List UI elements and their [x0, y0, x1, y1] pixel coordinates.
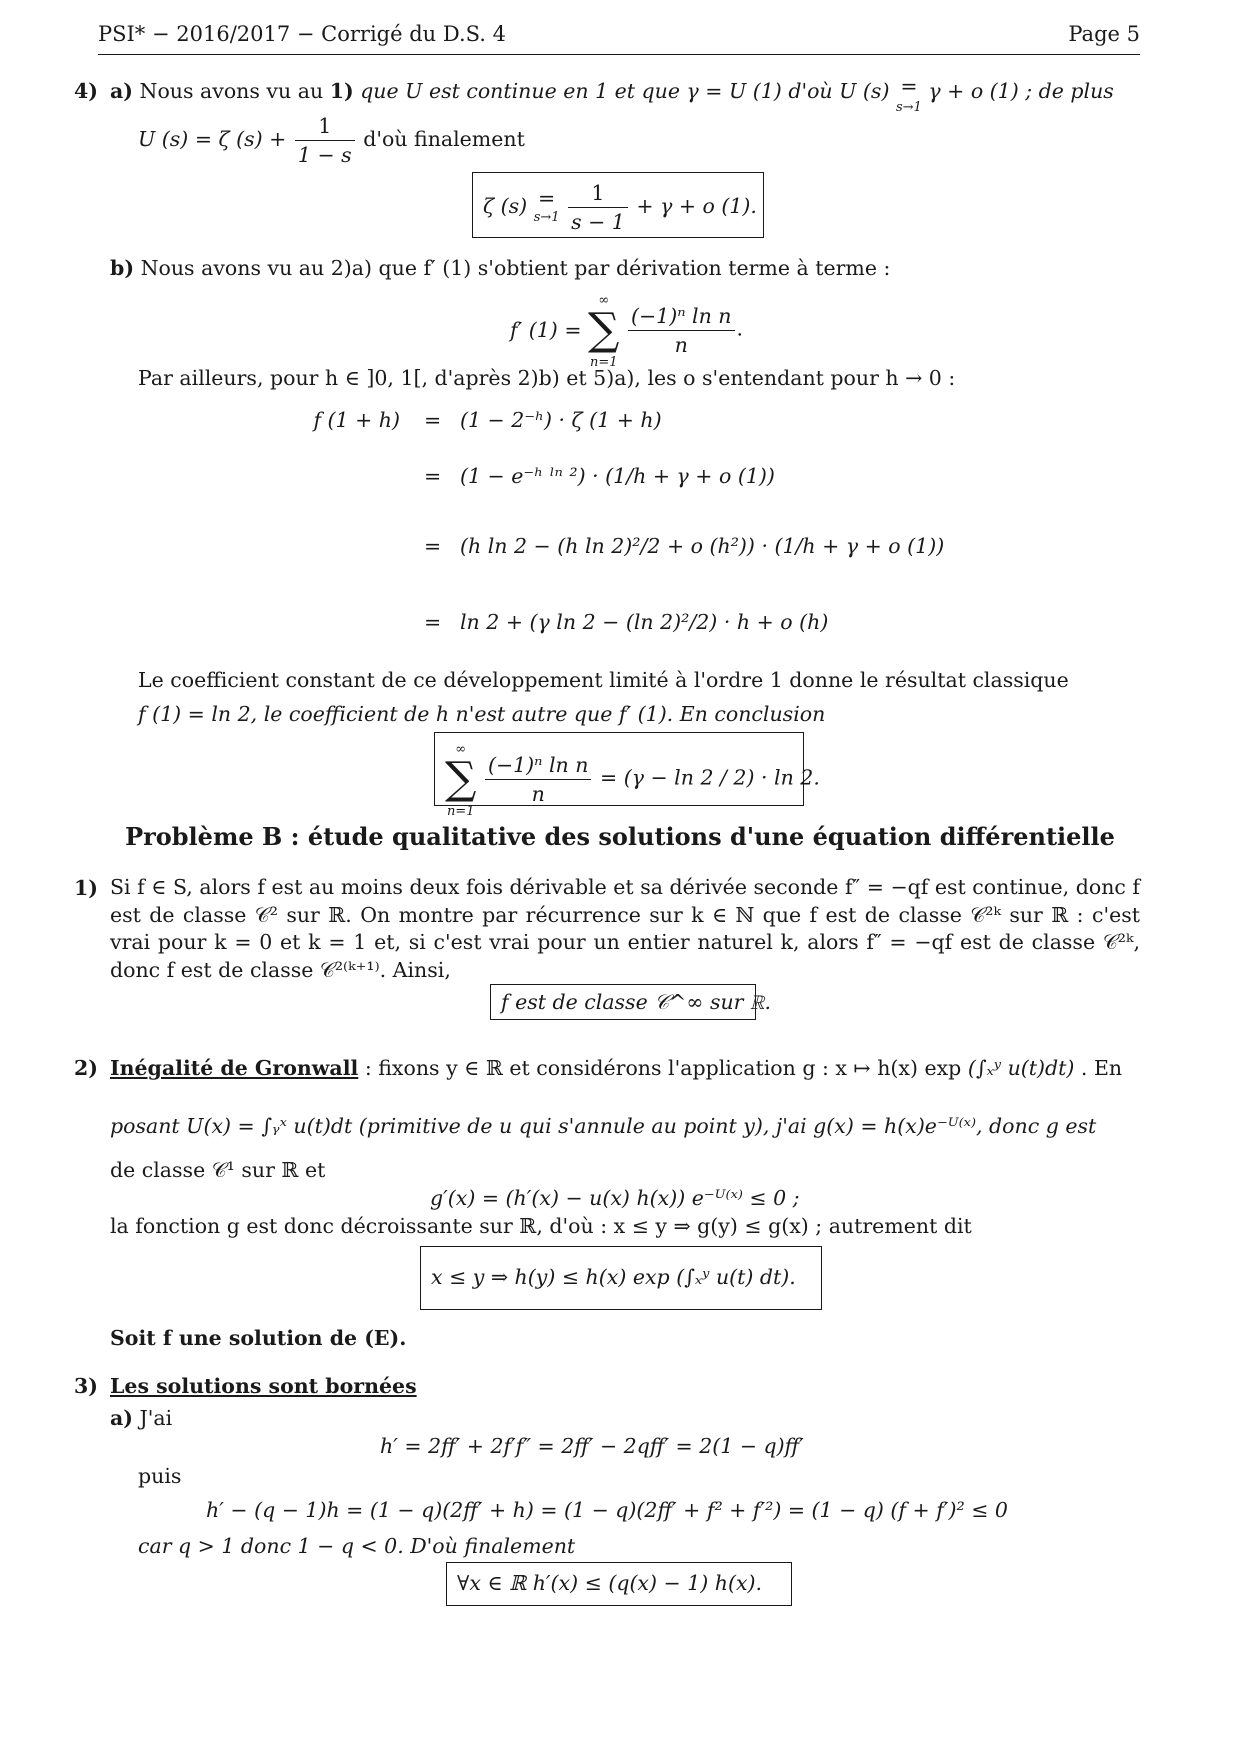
header-rule — [98, 54, 1140, 55]
question-4-number: 4) — [74, 79, 98, 103]
eq-row: (1 − e⁻ʰ ˡⁿ ²) · (1/h + γ + o (1)) — [460, 464, 775, 488]
question-3a-conclusion: car q > 1 donc 1 − q < 0. D'où finalement — [138, 1534, 576, 1558]
result-box-h-prime: ∀x ∈ ℝ h′(x) ≤ (q(x) − 1) h(x). — [446, 1562, 792, 1606]
eq-row: ln 2 + (γ ln 2 − (ln 2)²/2) · h + o (h) — [460, 610, 829, 634]
sum-f-prime-1: f′ (1) = ∞ ∑ n=1 $\frac{\text{(−1)ⁿ ln n}}{n}$ . — [510, 293, 744, 370]
equation-h-prime: h′ = 2ff′ + 2f′f″ = 2ff′ − 2qff′ = 2(1 − q)ff′ — [380, 1434, 804, 1458]
gronwall-line5: Soit f une solution de (E). — [110, 1326, 407, 1350]
equation-h-prime-inequality: h′ − (q − 1)h = (1 − q)(2ff′ + h) = (1 − q)(2ff′ + f² + f′²) = (1 − q) (f + f′)² ≤ 0 — [206, 1498, 1008, 1522]
question-3a-puis: puis — [138, 1464, 182, 1488]
result-box-smoothness: f est de classe 𝒞^∞ sur ℝ. — [490, 984, 756, 1020]
problem-b-question-1-number: 1) — [74, 876, 98, 900]
question-4a-line2: U (s) = ζ (s) + $\frac{1}{1 - s}$ d'où finalement — [138, 114, 525, 167]
question-4b-line1: b) Nous avons vu au 2)a) que f′ (1) s'obtient par dérivation terme à terme : — [110, 256, 891, 280]
eq-row: (1 − 2⁻ʰ) · ζ (1 + h) — [460, 408, 662, 432]
question-4a-line1: a) Nous avons vu au 1) que U est continue en 1 et que γ = U (1) d'où U (s) = s→1 γ + o (1) ; de plus — [110, 74, 1114, 115]
gronwall-line2: posant U(x) = ∫ᵧˣ u(t)dt (primitive de u qui s'annule au point y), j'ai g(x) = h(x)e⁻ᵁ⁽ˣ⁾, donc g est — [110, 1114, 1097, 1138]
problem-b-title: Problème B : étude qualitative des solutions d'une équation différentielle — [125, 822, 1115, 851]
result-box-gronwall: x ≤ y ⇒ h(y) ≤ h(x) exp (∫ₓʸ u(t) dt). — [420, 1246, 822, 1310]
eq-row: (h ln 2 − (h ln 2)²/2 + o (h²)) · (1/h + γ + o (1)) — [460, 534, 945, 558]
question-4b-line4: f (1) = ln 2, le coefficient de h n'est autre que f′ (1). En conclusion — [138, 702, 826, 726]
problem-b-question-1-text: Si f ∈ S, alors f est au moins deux fois dérivable et sa dérivée seconde f″ = −qf est continue, donc f est de classe 𝒞² sur ℝ. On montre par récurrence sur k ∈ ℕ que f est de classe 𝒞²ᵏ sur ℝ : c'est vrai pour k = 0 et k = 1 et, si c'est vrai pour un entier naturel k, alors f″ = −qf est de classe 𝒞²ᵏ, donc f est de classe 𝒞²⁽ᵏ⁺¹⁾. Ainsi, — [110, 875, 1140, 982]
page-header-left: PSI* − 2016/2017 − Corrigé du D.S. 4 — [98, 22, 506, 46]
question-4b-line2: Par ailleurs, pour h ∈ ]0, 1[, d'après 2)b) et 5)a), les o s'entendant pour h → 0 : — [138, 366, 956, 390]
gronwall-line4: la fonction g est donc décroissante sur ℝ, d'où : x ≤ y ⇒ g(y) ≤ g(x) ; autrement dit — [110, 1214, 972, 1238]
problem-b-question-2-number: 2) — [74, 1056, 98, 1080]
result-box-zeta: ζ (s) = s→1 $\frac{1}{s - 1}$ + γ + o (1). — [472, 172, 764, 238]
result-box-series: ∞ ∑ n=1 $\frac{\text{(−1)ⁿ ln n}}{n}$ = (γ − ln 2 / 2) · ln 2. — [434, 732, 804, 806]
gronwall-line1: Inégalité de Gronwall : fixons y ∈ ℝ et considérons l'application g : x ↦ h(x) exp (∫ₓʸ u(t)dt) . En — [110, 1056, 1123, 1080]
eq-lhs: f (1 + h) — [313, 408, 400, 432]
question-4b-line3: Le coefficient constant de ce développement limité à l'ordre 1 donne le résultat classique — [138, 668, 1069, 692]
gronwall-derivative: g′(x) = (h′(x) − u(x) h(x)) e⁻ᵁ⁽ˣ⁾ ≤ 0 ; — [430, 1186, 800, 1210]
problem-b-question-3-number: 3) — [74, 1374, 98, 1398]
problem-b-question-3-heading: Les solutions sont bornées — [110, 1374, 417, 1398]
question-3a-line: a) J'ai — [110, 1406, 173, 1430]
gronwall-line3: de classe 𝒞¹ sur ℝ et — [110, 1158, 326, 1182]
page-number: Page 5 — [1068, 22, 1140, 46]
